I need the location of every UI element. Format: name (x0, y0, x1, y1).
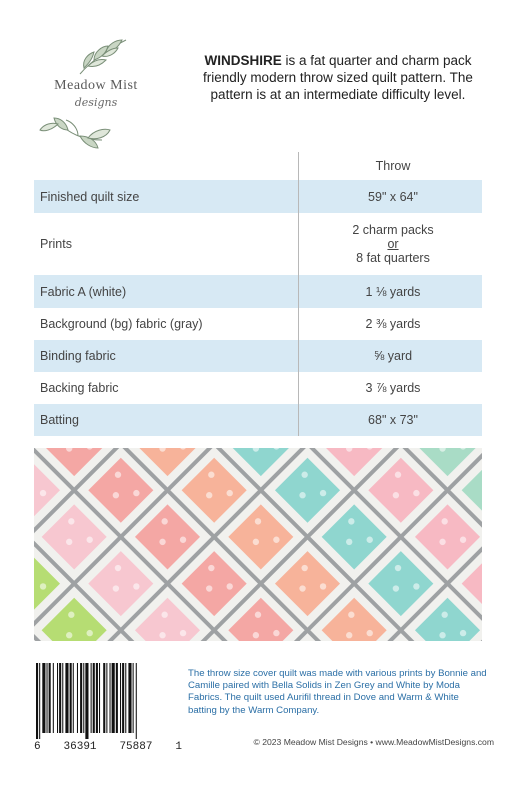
barcode-bar (65, 663, 68, 733)
table-row (34, 275, 482, 308)
quilt-illustration (34, 448, 482, 641)
row-value: 68" x 73" (368, 413, 418, 427)
table-row (34, 180, 482, 213)
barcode-bar (122, 663, 124, 733)
barcode-bar (62, 663, 63, 733)
barcode-bar (80, 663, 82, 733)
fabric-requirements-table (34, 152, 482, 436)
pattern-name: WINDSHIRE (204, 53, 282, 68)
brand-logo (22, 30, 162, 160)
barcode-bar (85, 663, 88, 739)
barcode-bar (99, 663, 100, 733)
row-value (304, 223, 482, 265)
table-row (34, 372, 482, 404)
table-header-row (34, 152, 482, 180)
row-value: ⅝ yard (373, 349, 413, 363)
barcode-bar (39, 663, 40, 739)
pattern-description: is a fat quarter and charm pack friendly modern throw sized quilt pattern. The pattern is at an intermediate difficulty level. (203, 53, 473, 102)
barcode-bar (77, 663, 78, 733)
row-value: 59" x 64" (368, 189, 418, 204)
barcode-digit-group: 1 (175, 741, 182, 753)
brand-name: Meadow Mist (54, 78, 138, 93)
row-label: Finished quilt size (40, 189, 140, 204)
leaf-branch-icon (22, 30, 162, 160)
pattern-intro (186, 52, 490, 103)
brand-subname: designs (74, 96, 118, 109)
barcode-bar (116, 663, 118, 733)
table-row (34, 308, 482, 340)
barcode-bar (93, 663, 95, 733)
barcode-bar (47, 663, 48, 733)
barcode-bar (120, 663, 121, 733)
row-label: Fabric A (white) (40, 284, 127, 299)
row-value: 3 ⅞ yards (365, 381, 421, 395)
quilt-photo (34, 448, 482, 641)
barcode-digit-group: 36391 (63, 741, 97, 753)
quilt-credits: The throw size cover quilt was made with various prints by Bonnie and Camille paired with Bella Solids in Zen Grey and White by Moda Fabrics. The quilt used Aurifil thread in Dove and Warm & White batting by the Warm Company. (188, 668, 487, 716)
barcode-bar (73, 663, 74, 733)
copyright-line: © 2023 Meadow Mist Designs • www.MeadowMistDesigns.com (253, 737, 494, 747)
row-label: Background (bg) fabric (gray) (40, 317, 203, 331)
row-value-line: 8 fat quarters (356, 251, 430, 265)
row-value: 1 ⅛ yards (365, 284, 421, 299)
barcode-number (34, 741, 182, 753)
barcode-digit-group: 6 (34, 741, 41, 753)
row-label: Batting (40, 413, 79, 427)
barcode-image (34, 663, 182, 739)
table-row (34, 404, 482, 436)
barcode-bar (91, 663, 92, 733)
barcode-bar (70, 663, 72, 733)
table-row (34, 340, 482, 372)
barcode-bar (96, 663, 98, 733)
barcode-bar (103, 663, 105, 733)
barcode-bar (128, 663, 131, 733)
barcode-bar (57, 663, 58, 733)
barcode-bar (42, 663, 45, 733)
row-label: Prints (40, 237, 72, 251)
barcode-bar (59, 663, 61, 733)
table-row (34, 213, 482, 275)
barcode-bar (110, 663, 111, 733)
barcode-bar (49, 663, 51, 733)
barcode-bar (112, 663, 115, 733)
row-value-or: or (387, 237, 399, 251)
barcode-bar (136, 663, 137, 739)
barcode-bar (133, 663, 134, 733)
barcode-digit-group: 75887 (119, 741, 153, 753)
row-value-line: 2 charm packs (352, 223, 434, 237)
size-column-header: Throw (375, 159, 411, 173)
row-value: 2 ⅜ yards (365, 317, 421, 331)
barcode-bar (36, 663, 38, 739)
barcode-bar (83, 663, 84, 733)
row-label: Backing fabric (40, 381, 119, 395)
barcode-bar (106, 663, 107, 733)
barcode-bar (53, 663, 54, 733)
table-column-divider (298, 152, 299, 436)
barcode-bar (125, 663, 126, 733)
row-label: Binding fabric (40, 349, 116, 363)
